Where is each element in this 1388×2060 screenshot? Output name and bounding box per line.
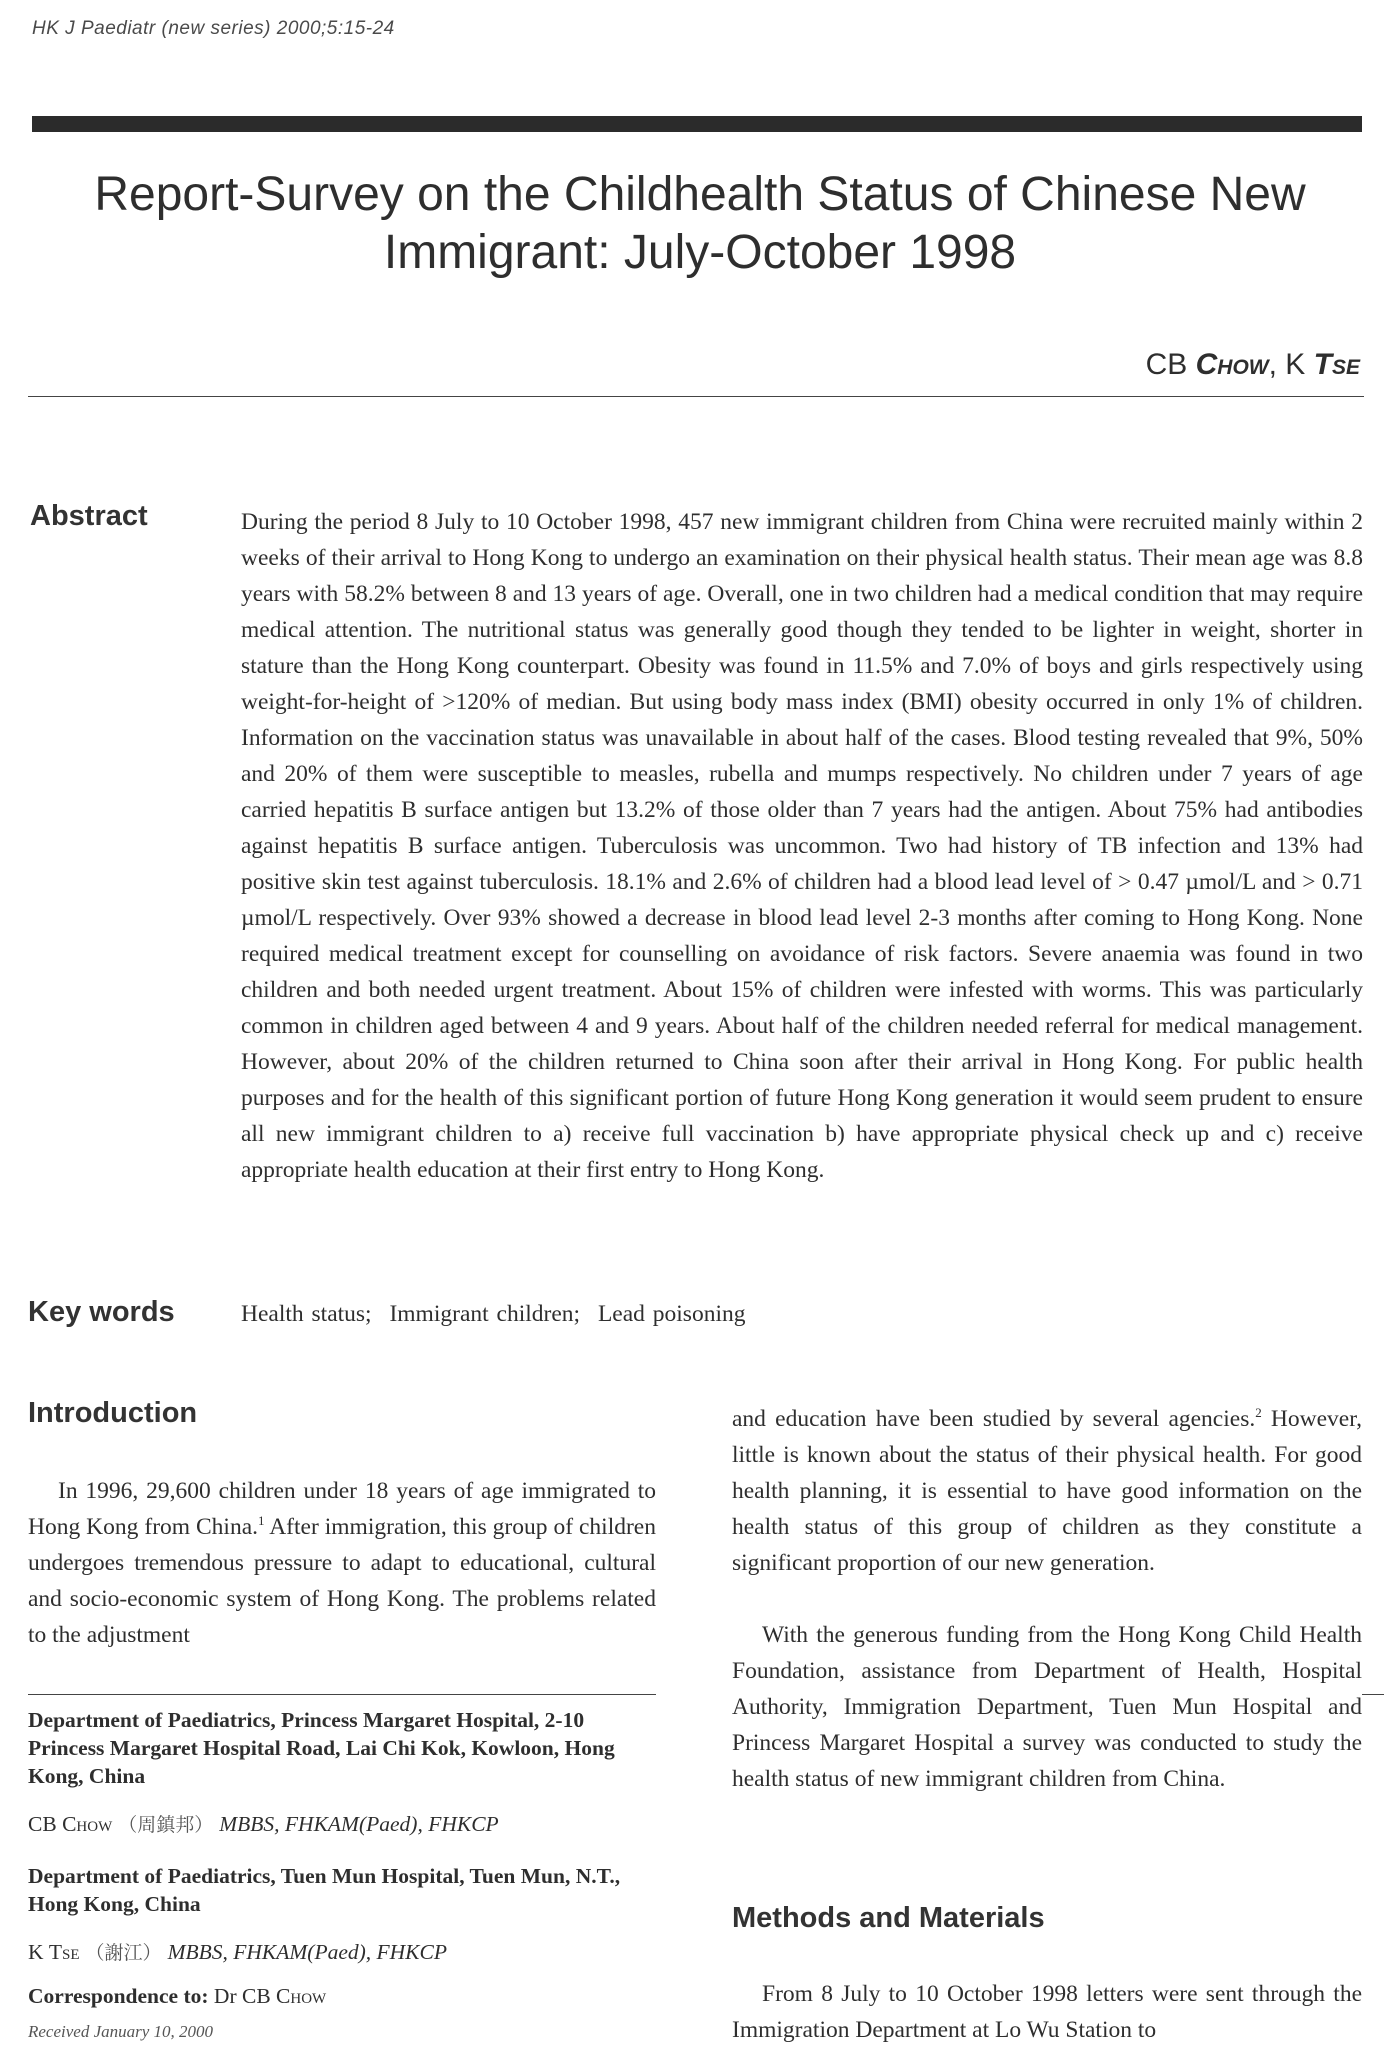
methods-heading: Methods and Materials	[732, 1902, 1045, 1934]
title-divider	[28, 396, 1364, 397]
citation-ref: 2	[1255, 1405, 1262, 1421]
header-bar	[32, 116, 1362, 132]
author1-name-foot: Chow	[62, 1812, 113, 1836]
keyword-item: Health status;	[241, 1301, 372, 1327]
keywords-list	[241, 1301, 755, 1328]
author1-degrees: MBBS, FHKAM(Paed), FHKCP	[219, 1812, 499, 1836]
intro-right-text-a: and education have been studied by several agencies.	[732, 1406, 1256, 1432]
abstract-text: During the period 8 July to 10 October 1998, 457 new immigrant children from China were recruited mainly within 2 weeks of their arrival to Hong Kong to undergo an examination on their physical health status. Their mean age was 8.8 years with 58.2% between 8 and 13 years of age. Overall, one in two children had a medical condition that may require medical attention. The nutritional status was generally good though they tended to be lighter in weight, shorter in stature than the Hong Kong counterpart. Obesity was found in 11.5% and 7.0% of boys and girls respectively using weight-for-height of >120% of median. But using body mass index (BMI) obesity occurred in only 1% of children. Information on the vaccination status was unavailable in about half of the cases. Blood testing revealed that 9%, 50% and 20% of them were susceptible to measles, rubella and mumps respectively. No children under 7 years of age carried hepatitis B surface antigen but 13.2% of those older than 7 years had the antigen. About 75% had antibodies against hepatitis B surface antigen. Tuberculosis was uncommon. Two had history of TB infection and 13% had positive skin test against tuberculosis. 18.1% and 2.6% of children had a blood lead level of > 0.47 µmol/L and > 0.71 µmol/L respectively. Over 93% showed a decrease in blood lead level 2-3 months after coming to Hong Kong. None required medical treatment except for counselling on avoidance of risk factors. Severe anaemia was found in two children and both needed urgent treatment. About 15% of children were infested with worms. This was particularly common in children aged between 4 and 9 years. About half of the children needed referral for medical management. However, about 20% of the children returned to China soon after their arrival in Hong Kong. For public health purposes and for the health of this significant portion of future Hong Kong generation it would seem prudent to ensure all new immigrant children to a) receive full vaccination b) have appropriate physical check up and c) receive appropriate health education at their first entry to Hong Kong.	[241, 509, 1363, 1183]
author-line	[1146, 348, 1360, 382]
author-1-credentials	[28, 1810, 656, 1839]
affiliation-1	[28, 1706, 656, 1790]
intro-right-text-b: However, little is known about the status of their physical health. For good health planning, it is essential to have good information on the health status of this group of children as they constitute a significant proportion of our new generation.	[732, 1406, 1362, 1576]
author2-chinese-name: （謝江）	[85, 1942, 162, 1964]
intro-text-a: In 1996, 29,600 children under 18 years of age immigrated to Hong Kong from China.	[28, 1478, 656, 1540]
journal-reference: HK J Paediatr (new series) 2000;5:15-24	[32, 18, 395, 39]
author2-degrees: MBBS, FHKAM(Paed), FHKCP	[167, 1940, 447, 1964]
introduction-heading: Introduction	[28, 1397, 198, 1429]
introduction-right-paragraph-2: With the generous funding from the Hong Kong Child Health Foundation, assistance from Department of Health, Hospital Authority, Immigration Department, Tuen Mun Hospital and Princess Margaret Hospital a survey was conducted to study the health status of new immigrant children from China.	[732, 1622, 1362, 1792]
correspondence-label: Correspondence to:	[28, 1984, 209, 2008]
affiliation-2-dept: Department of Paediatrics, Tuen Mun Hospital, Tuen Mun, N.T., Hong Kong, China	[28, 1864, 621, 1916]
correspondence-prefix: Dr CB	[208, 1984, 277, 2008]
affiliation-2	[28, 1862, 656, 1918]
correspondence	[28, 1982, 656, 2010]
author1-initials: CB	[1145, 348, 1196, 381]
author1-surname: Chow	[1195, 348, 1269, 381]
author2-name-foot: Tse	[48, 1940, 80, 1964]
margin-mark	[1362, 1694, 1384, 1695]
keyword-item: Immigrant children;	[389, 1301, 581, 1327]
author1-chinese-name: （周鎮邦）	[118, 1814, 214, 1836]
citation-ref: 1	[258, 1513, 265, 1529]
author1-initials-foot: CB	[28, 1812, 63, 1836]
author2-initials-foot: K	[28, 1940, 49, 1964]
author-2-credentials	[28, 1938, 656, 1967]
affiliation-1-dept: Department of Paediatrics, Princess Margaret Hospital, 2-10 Princess Margaret Hospital Road, Lai Chi Kok, Kowloon, Hong Kong, China	[28, 1708, 615, 1788]
footnote-divider	[28, 1694, 656, 1695]
abstract-heading: Abstract	[30, 500, 148, 532]
received-date: Received January 10, 2000	[28, 2022, 214, 2041]
intro-text-b: After immigration, this group of children undergoes tremendous pressure to adapt to educational, cultural and socio-economic system of Hong Kong. The problems related to the adjustment	[28, 1514, 656, 1648]
keyword-item: Lead poisoning	[597, 1301, 746, 1327]
author2-surname: Tse	[1313, 348, 1360, 381]
paper-title: Report-Survey on the Childhealth Status of Chinese New Immigrant: July-October 1998	[94, 168, 1306, 279]
methods-paragraph: From 8 July to 10 October 1998 letters were sent through the Immigration Department at Lo Wu Station to	[732, 1981, 1362, 2043]
introduction-right-paragraph-1	[732, 1401, 1362, 1581]
introduction-left-paragraph	[28, 1473, 656, 1653]
correspondence-name: Chow	[276, 1984, 327, 2008]
author-separator: , K	[1268, 348, 1314, 381]
keywords-heading: Key words	[28, 1296, 175, 1328]
